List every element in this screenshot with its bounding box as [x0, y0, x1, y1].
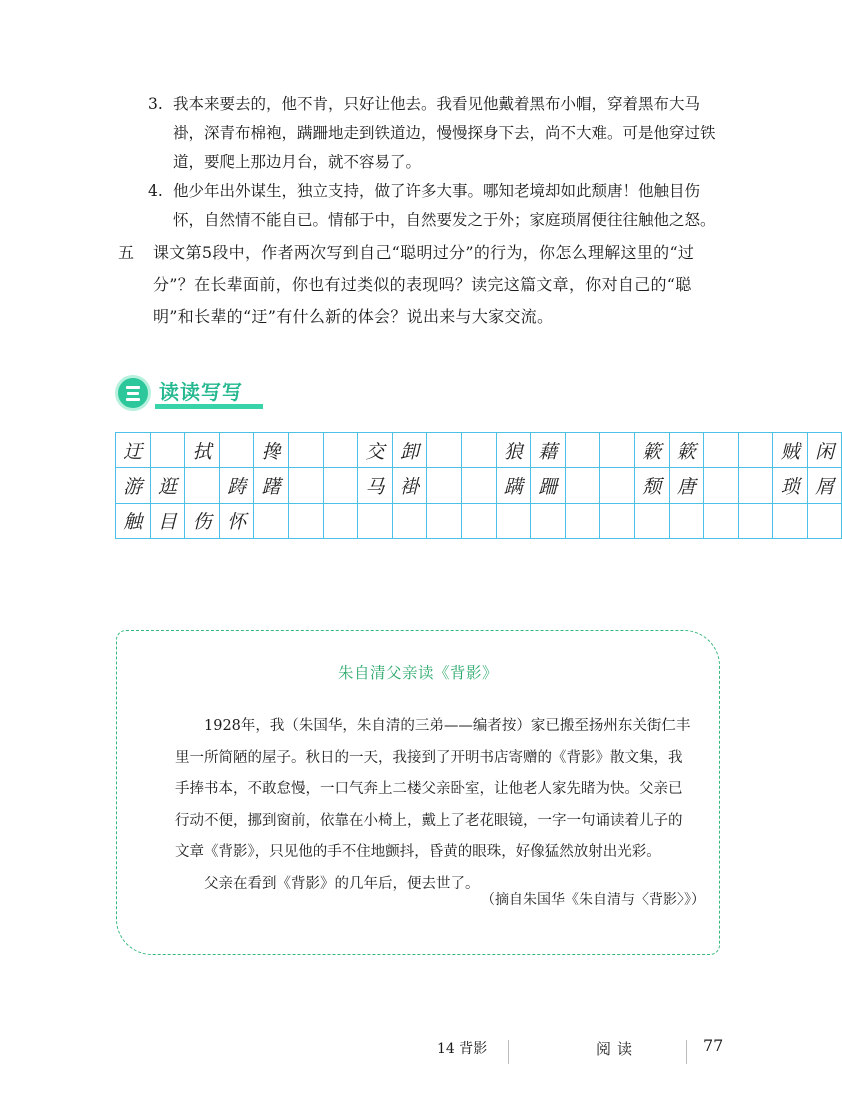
vocab-cell: 踌 [219, 468, 254, 503]
vocab-grid [115, 432, 842, 539]
vocab-cell: 卸 [392, 433, 427, 468]
vocab-cell: 琐 [773, 468, 808, 503]
footer-divider [686, 1040, 687, 1064]
vocab-cell: 马 [358, 468, 393, 503]
box-paragraph: 1928年，我（朱国华，朱自清的三弟——编者按）家已搬至扬州东关街仁丰里一所简陋的屋子。秋日的一天，我接到了开明书店寄赠的《背影》散文集，我手捧书本，不敢怠慢，一口气奔上二楼父亲卧室，让他老人家先睹为快。父亲已行动不便，挪到窗前，依靠在小椅上，戴上了老花眼镜，一字一句诵读着儿子的文章《背影》，只见他的手不住地颤抖，昏黄的眼珠，好像猛然放射出光彩。 [175, 718, 691, 860]
section-header [115, 372, 315, 412]
vocab-cell [565, 468, 600, 503]
vocab-cell [704, 433, 739, 468]
box-title: 朱自清父亲读《背影》 [337, 664, 498, 682]
vocab-cell [531, 503, 566, 538]
vocab-cell: 跚 [531, 468, 566, 503]
vocab-cell: 闲 [807, 433, 842, 468]
vocab-cell [427, 433, 462, 468]
vocab-cell: 交 [358, 433, 393, 468]
question-item [118, 90, 728, 177]
vocab-cell: 簌 [634, 433, 669, 468]
section-title: 读读写写 [159, 380, 243, 404]
vocab-cell [704, 503, 739, 538]
vocab-cell [461, 468, 496, 503]
box-paragraph: 父亲在看到《背影》的几年后，便去世了。 [204, 875, 480, 892]
vocab-cell [150, 433, 185, 468]
vocab-cell [738, 433, 773, 468]
vocab-row [116, 468, 842, 503]
vocab-cell [600, 433, 635, 468]
vocab-cell [358, 503, 393, 538]
question-text: 课文第5段中，作者两次写到自己“聪明过分”的行为，你怎么理解这里的“过分”？在长辈面前，你也有过类似的表现吗？读完这篇文章，你对自己的“聪明”和长辈的“迂”有什么新的体会？说出来与大家交流。 [153, 243, 695, 326]
question-text: 他少年出外谋生，独立支持，做了许多大事。哪知老境却如此颓唐！他触目伤怀，自然情不能自已。情郁于中，自然要发之于外；家庭琐屑便往往触他之怒。 [173, 182, 716, 229]
vocab-cell [323, 503, 358, 538]
vocab-cell [738, 503, 773, 538]
vocab-cell: 怀 [219, 503, 254, 538]
vocab-cell [807, 503, 842, 538]
vocab-cell [773, 503, 808, 538]
vocab-cell: 游 [116, 468, 151, 503]
reading-box [116, 630, 720, 955]
vocab-cell: 目 [150, 503, 185, 538]
page-number: 77 [703, 1036, 724, 1055]
vocab-cell: 蹒 [496, 468, 531, 503]
vocab-cell [461, 503, 496, 538]
vocab-cell: 狼 [496, 433, 531, 468]
vocab-cell [565, 503, 600, 538]
vocab-cell: 褂 [392, 468, 427, 503]
vocab-cell [427, 503, 462, 538]
vocab-cell: 搀 [254, 433, 289, 468]
vocab-cell [600, 468, 635, 503]
question-list [118, 90, 728, 333]
vocab-cell: 拭 [185, 433, 220, 468]
vocab-cell [185, 468, 220, 503]
vocab-cell: 伤 [185, 503, 220, 538]
vocab-cell [254, 503, 289, 538]
vocab-cell [704, 468, 739, 503]
vocab-cell: 藉 [531, 433, 566, 468]
section-underline [155, 404, 263, 409]
vocab-cell [288, 433, 323, 468]
question-number: 4. [148, 182, 163, 200]
vocab-row [116, 433, 842, 468]
question-number: 3. [148, 95, 163, 113]
vocab-cell: 唐 [669, 468, 704, 503]
vocab-cell [427, 468, 462, 503]
vocab-cell: 躇 [254, 468, 289, 503]
question-text: 我本来要去的，他不肯，只好让他去。我看见他戴着黑布小帽，穿着黑布大马褂，深青布棉袍，蹒跚地走到铁道边，慢慢探身下去，尚不大难。可是他穿过铁道，要爬上那边月台，就不容易了。 [173, 95, 716, 171]
vocab-cell: 触 [116, 503, 151, 538]
vocab-cell [669, 503, 704, 538]
question-five [118, 237, 728, 333]
vocab-cell [288, 503, 323, 538]
vocab-cell [461, 433, 496, 468]
footer-section: 阅读 [596, 1040, 639, 1058]
vocab-cell [738, 468, 773, 503]
vocab-row [116, 503, 842, 538]
vocab-cell [634, 503, 669, 538]
vocab-cell: 簌 [669, 433, 704, 468]
vocab-cell: 迂 [116, 433, 151, 468]
vocab-cell: 屑 [807, 468, 842, 503]
vocab-cell [565, 433, 600, 468]
box-body [175, 711, 695, 900]
question-number: 五 [118, 243, 135, 262]
vocab-cell [219, 433, 254, 468]
vocab-cell [600, 503, 635, 538]
vocab-cell: 颓 [634, 468, 669, 503]
vocab-cell: 贼 [773, 433, 808, 468]
vocab-cell [288, 468, 323, 503]
vocab-cell: 逛 [150, 468, 185, 503]
vocab-cell [323, 433, 358, 468]
vocab-cell [496, 503, 531, 538]
section-number-icon [115, 375, 151, 411]
footer-divider [508, 1040, 509, 1064]
vocab-cell [392, 503, 427, 538]
footer-lesson: 14 背影 [437, 1041, 488, 1057]
box-source: （摘自朱国华《朱自清与〈背影〉》） [481, 892, 705, 908]
question-item [118, 177, 728, 235]
vocab-cell [323, 468, 358, 503]
